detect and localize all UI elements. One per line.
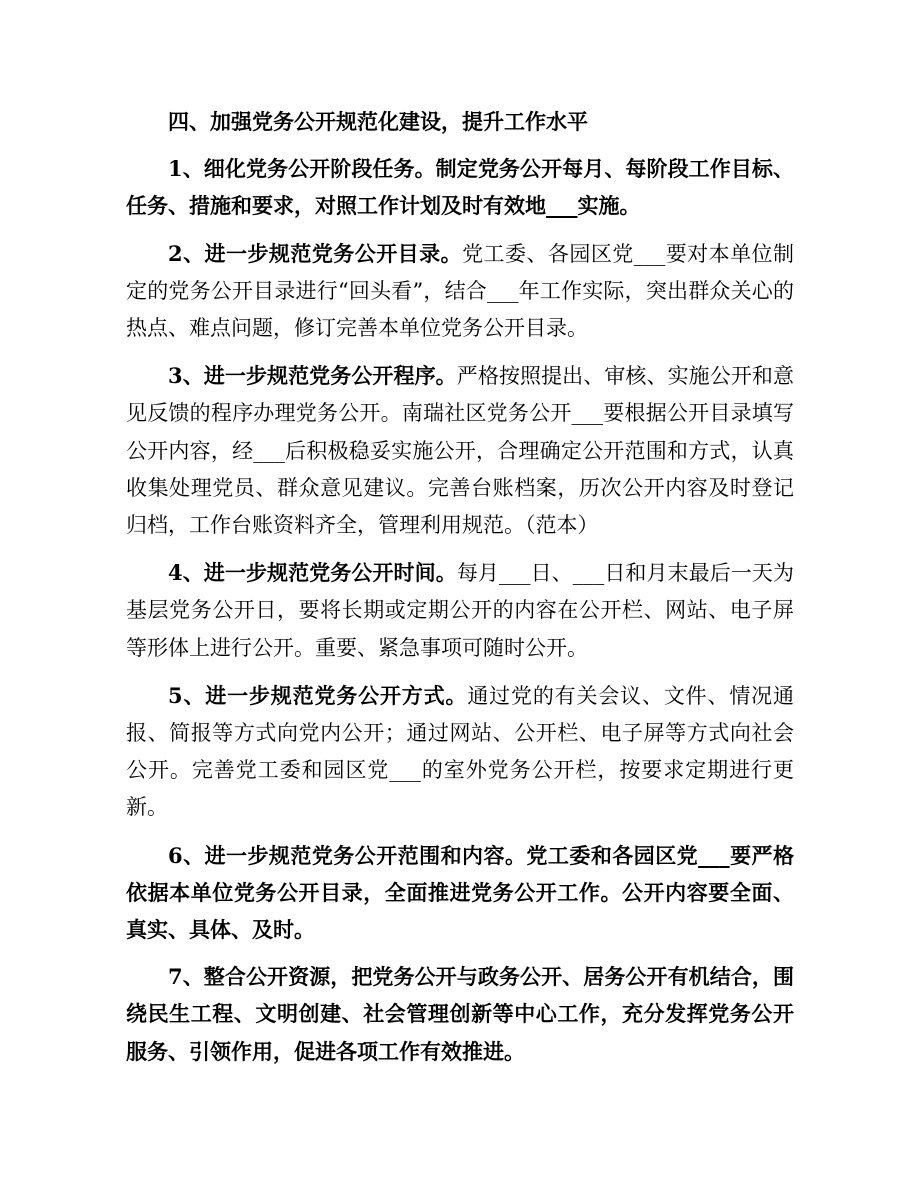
section-heading: 四、加强党务公开规范化建设，提升工作水平: [168, 109, 588, 134]
paragraph-3-body: 严格按照提出、审核、实施公开和意见反馈的程序办理党务公开。南瑞社区党务公开___要根据公开目录填写公开内容，经___后积极稳妥实施公开，合理确定公开范围和方式，认真收集处理党员、群众意见建议。完善台账档案，历次公开内容及时登记归档，工作台账资料齐全，管理利用规范。（范本）: [126, 364, 794, 538]
paragraph-5: [126, 677, 794, 827]
paragraph-1-text: 1、细化党务公开阶段任务。制定党务公开每月、每阶段工作目标、任务、措施和要求，对照工作计划及时有效地___实施。: [126, 156, 794, 219]
paragraph-5-lead: 5、进一步规范党务公开方式。: [168, 682, 468, 708]
paragraph-4-body: 每月___日、___日和月末最后一天为基层党务公开日，要将长期或定期公开的内容在公开栏、网站、电子屏等形体上进行公开。重要、紧急事项可随时公开。: [126, 561, 794, 660]
paragraph-4: [126, 554, 794, 667]
paragraph-6: [126, 837, 794, 949]
paragraph-2: [126, 235, 794, 348]
paragraph-5-body: 通过党的有关会议、文件、情况通报、简报等方式向党内公开；通过网站、公开栏、电子屏等方式向社会公开。完善党工委和园区党___的室外党务公开栏，按要求定期进行更新。: [126, 683, 794, 820]
paragraph-3: [126, 357, 794, 544]
paragraph-7-text: 7、整合公开资源，把党务公开与政务公开、居务公开有机结合，围绕民生工程、文明创建、社会管理创新等中心工作，充分发挥党务公开服务、引领作用，促进各项工作有效推进。: [126, 964, 794, 1064]
paragraph-7: [126, 958, 794, 1070]
paragraph-6-text: 6、进一步规范党务公开范围和内容。党工委和各园区党___要严格依据本单位党务公开目录，全面推进党务公开工作。公开内容要全面、真实、具体、及时。: [126, 842, 794, 943]
paragraph-3-lead: 3、进一步规范党务公开程序。: [168, 363, 457, 389]
paragraph-2-body: 党工委、各园区党___要对本单位制定的党务公开目录进行“回头看”，结合___年工作实际，突出群众关心的热点、难点问题，修订完善本单位党务公开目录。: [126, 241, 794, 341]
document-body: [126, 103, 794, 1080]
paragraph-4-lead: 4、进一步规范党务公开时间。: [168, 560, 457, 586]
paragraph-1: [126, 150, 794, 224]
paragraph-2-lead: 2、进一步规范党务公开目录。: [168, 240, 463, 266]
